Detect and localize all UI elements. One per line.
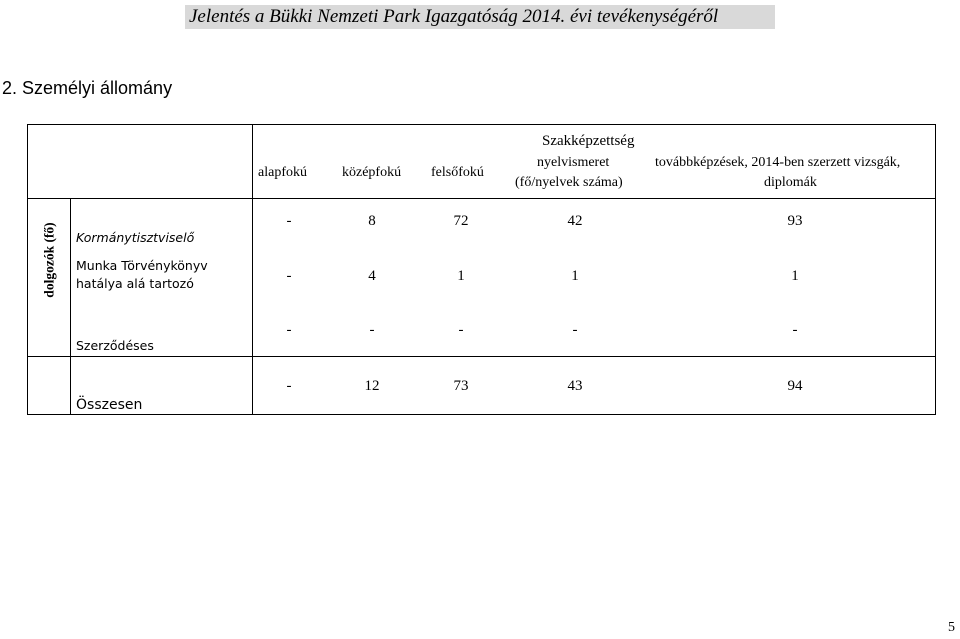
cell: 42 bbox=[567, 213, 583, 229]
side-label bbox=[20, 210, 80, 310]
qualification-group-header: Szakképzettség bbox=[542, 133, 635, 149]
col-header-language: nyelvismeret bbox=[537, 155, 610, 170]
col-header-training: továbbképzések, 2014-ben szerzett vizsgák, bbox=[655, 155, 901, 170]
section-title: 2. Személyi állomány bbox=[2, 78, 173, 98]
cell: 93 bbox=[787, 213, 803, 229]
cell: 4 bbox=[368, 268, 376, 284]
col-header-secondary: középfokú bbox=[342, 165, 402, 180]
cell: - bbox=[792, 322, 798, 338]
row-label-labour-code-line1: Munka Törvénykönyv bbox=[76, 258, 208, 273]
cell: 1 bbox=[791, 268, 799, 284]
cell: - bbox=[369, 322, 375, 338]
cell: - bbox=[458, 322, 464, 338]
cell: - bbox=[286, 213, 292, 229]
row-label-total: Összesen bbox=[76, 397, 143, 413]
total-cell: 12 bbox=[364, 378, 380, 394]
cell: - bbox=[572, 322, 578, 338]
cell: - bbox=[286, 322, 292, 338]
table-border-right bbox=[935, 124, 936, 415]
total-cell: 94 bbox=[787, 378, 803, 394]
total-cell: 43 bbox=[567, 378, 583, 394]
page-number: 5 bbox=[948, 620, 955, 635]
data-column-line bbox=[252, 124, 253, 415]
employees-label: dolgozók (fő) bbox=[42, 222, 57, 298]
col-header-basic: alapfokú bbox=[258, 165, 307, 180]
total-cell: - bbox=[286, 378, 292, 394]
cell: 1 bbox=[457, 268, 465, 284]
col-header-training-sub: diplomák bbox=[764, 175, 817, 190]
cell: - bbox=[286, 268, 292, 284]
row-label-civil-servant: Kormánytisztviselő bbox=[76, 230, 195, 245]
col-header-language-sub: (fő/nyelvek száma) bbox=[515, 175, 623, 190]
report-title: Jelentés a Bükki Nemzeti Park Igazgatóság 2014. évi tevékenységéről bbox=[189, 6, 719, 27]
page-header bbox=[185, 5, 775, 29]
col-header-higher: felsőfokú bbox=[431, 165, 484, 180]
cell: 72 bbox=[453, 213, 469, 229]
table-border-bottom bbox=[27, 414, 936, 415]
row-label-contract: Szerződéses bbox=[76, 338, 154, 353]
row-label-labour-code-line2: hatálya alá tartozó bbox=[76, 276, 194, 291]
header-bottom-line bbox=[27, 198, 936, 199]
total-top-line bbox=[27, 356, 936, 357]
total-cell: 73 bbox=[453, 378, 469, 394]
table-border-top bbox=[27, 124, 936, 125]
cell: 1 bbox=[571, 268, 579, 284]
cell: 8 bbox=[368, 213, 376, 229]
